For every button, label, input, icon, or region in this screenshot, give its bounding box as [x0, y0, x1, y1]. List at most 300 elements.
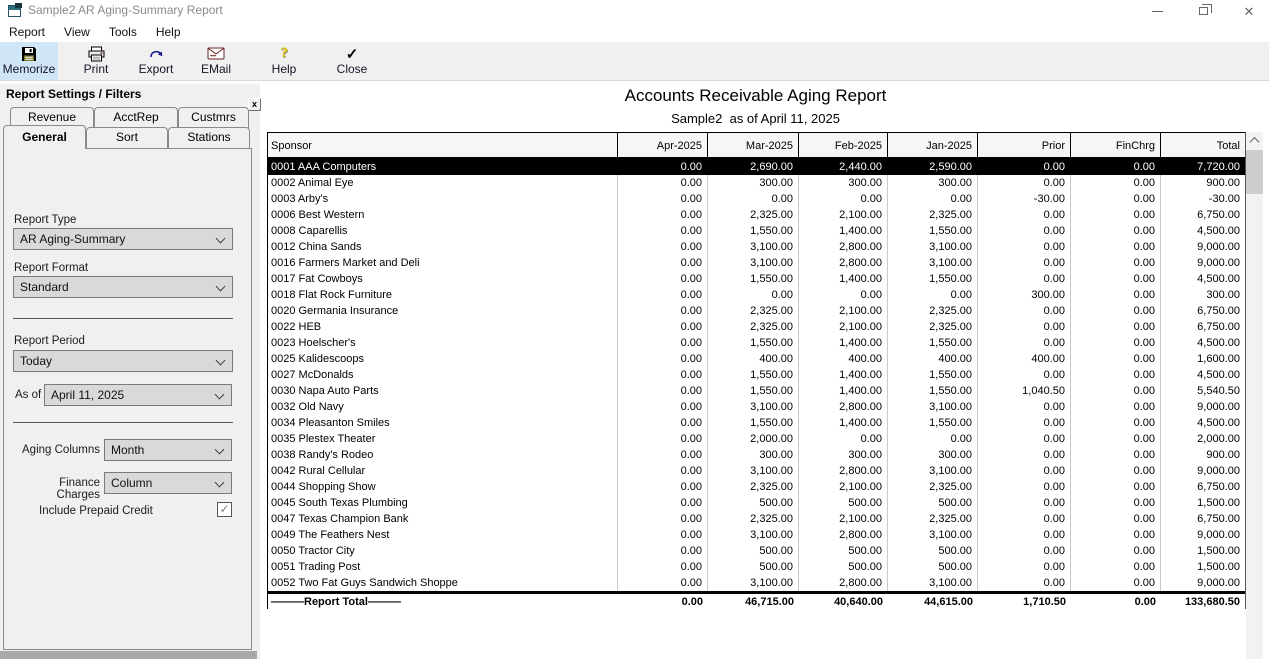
amount-cell: 0.00: [618, 223, 708, 239]
table-row[interactable]: [268, 575, 1245, 591]
amount-cell: 900.00: [1206, 177, 1240, 189]
amount-cell: 1,400.00: [799, 367, 888, 383]
tab-acctrep[interactable]: AcctRep: [94, 107, 178, 128]
amount-cell: 0.00: [978, 415, 1071, 431]
amount-cell: 0.00: [618, 399, 708, 415]
report-type-dropdown[interactable]: [13, 228, 233, 250]
sponsor-cell: 0025 Kalidescoops: [268, 351, 618, 367]
toolbar: [0, 42, 1269, 81]
report-total-label: ———Report Total———: [271, 596, 401, 608]
amount-cell: 2,800.00: [799, 463, 888, 479]
report-period-value: Today: [20, 354, 53, 368]
amount-cell: 1,550.00: [708, 367, 799, 383]
print-label: Print: [83, 62, 109, 76]
amount-cell: 2,325.00: [888, 319, 978, 335]
report-total-row: [268, 591, 1245, 609]
amount-cell: 2,325.00: [888, 479, 978, 495]
amount-cell: 0.00: [618, 271, 708, 287]
table-row[interactable]: [268, 223, 1245, 239]
main-area: [0, 84, 1269, 659]
amount-cell: -30.00: [1208, 193, 1240, 205]
separator: [13, 422, 233, 423]
amount-cell: 3,100.00: [888, 463, 978, 479]
amount-cell: 1,500.00: [1197, 497, 1240, 509]
amount-cell: 1,400.00: [799, 223, 888, 239]
table-row[interactable]: [268, 511, 1245, 527]
amount-cell: 9,000.00: [1197, 401, 1240, 413]
amount-cell: 4,500.00: [1197, 337, 1240, 349]
total-jan: 44,615.00: [924, 596, 973, 608]
amount-cell: 0.00: [618, 495, 708, 511]
export-label: Export: [138, 62, 174, 76]
amount-cell: 0.00: [618, 255, 708, 271]
question-mark-icon: ?: [280, 45, 288, 61]
amount-cell: 0.00: [1071, 447, 1161, 463]
amount-cell: 4,500.00: [1197, 225, 1240, 237]
amount-cell: 3,100.00: [708, 527, 799, 543]
amount-cell: 2,325.00: [708, 319, 799, 335]
amount-cell: 0.00: [1071, 431, 1161, 447]
amount-cell: 4,500.00: [1197, 369, 1240, 381]
sponsor-cell: 0047 Texas Champion Bank: [268, 511, 618, 527]
table-row[interactable]: [268, 463, 1245, 479]
amount-cell: 0.00: [978, 239, 1071, 255]
amount-cell: 0.00: [978, 463, 1071, 479]
table-row[interactable]: [268, 287, 1245, 303]
amount-cell: 500.00: [708, 543, 799, 559]
amount-cell: 1,550.00: [708, 223, 799, 239]
as-of-date-value: April 11, 2025: [51, 388, 125, 402]
amount-cell: 0.00: [618, 559, 708, 575]
sponsor-cell: 0049 The Feathers Nest: [268, 527, 618, 543]
table-row[interactable]: [268, 479, 1245, 495]
amount-cell: 0.00: [978, 479, 1071, 495]
report-settings-panel: [0, 84, 260, 659]
total-mar: 46,715.00: [745, 596, 794, 608]
minimize-icon[interactable]: [1142, 0, 1172, 22]
amount-cell: 0.00: [799, 431, 888, 447]
amount-cell: 0.00: [618, 239, 708, 255]
table-row[interactable]: [268, 255, 1245, 271]
include-prepaid-credit-label: Include Prepaid Credit: [39, 505, 153, 517]
amount-cell: 0.00: [1071, 175, 1161, 191]
amount-cell: 1,550.00: [888, 415, 978, 431]
chevron-down-icon: [216, 356, 226, 366]
report-type-label: Report Type: [14, 214, 77, 226]
amount-cell: 9,000.00: [1197, 241, 1240, 253]
sponsor-cell: 0034 Pleasanton Smiles: [268, 415, 618, 431]
table-row[interactable]: [268, 415, 1245, 431]
menu-bar: [0, 22, 1269, 42]
amount-cell: 5,540.50: [1197, 385, 1240, 397]
amount-cell: 500.00: [888, 543, 978, 559]
amount-cell: 2,800.00: [799, 575, 888, 591]
amount-cell: 0.00: [618, 575, 708, 591]
amount-cell: 1,550.00: [888, 335, 978, 351]
print-button[interactable]: [69, 42, 123, 80]
amount-cell: 0.00: [1071, 367, 1161, 383]
amount-cell: 300.00: [1206, 289, 1240, 301]
amount-cell: 3,100.00: [708, 255, 799, 271]
amount-cell: 0.00: [618, 463, 708, 479]
amount-cell: 3,100.00: [708, 575, 799, 591]
amount-cell: 1,550.00: [888, 367, 978, 383]
amount-cell: 2,690.00: [708, 159, 799, 175]
sponsor-cell: 0030 Napa Auto Parts: [268, 383, 618, 399]
tab-general[interactable]: General: [3, 125, 86, 149]
sponsor-cell: 0006 Best Western: [268, 207, 618, 223]
chevron-down-icon: [215, 478, 225, 488]
amount-cell: 3,100.00: [888, 575, 978, 591]
amount-cell: 0.00: [978, 527, 1071, 543]
memorize-button[interactable]: [0, 42, 58, 80]
amount-cell: 0.00: [1071, 399, 1161, 415]
amount-cell: 0.00: [1071, 239, 1161, 255]
amount-cell: 300.00: [888, 447, 978, 463]
sponsor-cell: 0052 Two Fat Guys Sandwich Shoppe: [268, 575, 618, 591]
tab-revenue[interactable]: Revenue: [10, 107, 94, 128]
close-label: Close: [336, 62, 368, 76]
sponsor-cell: 0018 Flat Rock Furniture: [268, 287, 618, 303]
amount-cell: 300.00: [799, 447, 888, 463]
chevron-down-icon: [215, 445, 225, 455]
amount-cell: 0.00: [1071, 319, 1161, 335]
amount-cell: 7,720.00: [1197, 161, 1240, 173]
amount-cell: 1,040.50: [978, 383, 1071, 399]
menu-view[interactable]: View: [64, 25, 90, 39]
amount-cell: 0.00: [1071, 351, 1161, 367]
amount-cell: 3,100.00: [708, 463, 799, 479]
email-label: EMail: [200, 62, 231, 76]
close-window-icon[interactable]: ✕: [1243, 3, 1255, 19]
amount-cell: 0.00: [978, 431, 1071, 447]
amount-cell: 1,600.00: [1197, 353, 1240, 365]
amount-cell: 2,100.00: [799, 511, 888, 527]
amount-cell: 3,100.00: [708, 399, 799, 415]
scroll-up-icon[interactable]: [1246, 132, 1263, 149]
amount-cell: 1,400.00: [799, 383, 888, 399]
amount-cell: 0.00: [799, 287, 888, 303]
amount-cell: 0.00: [1071, 463, 1161, 479]
chevron-down-icon: [215, 390, 225, 400]
amount-cell: 1,550.00: [708, 271, 799, 287]
report-title: Accounts Receivable Aging Report: [624, 86, 887, 105]
amount-cell: 0.00: [978, 223, 1071, 239]
amount-cell: 2,325.00: [708, 207, 799, 223]
sponsor-cell: 0017 Fat Cowboys: [268, 271, 618, 287]
amount-cell: 2,000.00: [708, 431, 799, 447]
help-button[interactable]: [257, 42, 311, 80]
scrollbar-thumb[interactable]: [1246, 150, 1263, 194]
amount-cell: 300.00: [978, 287, 1071, 303]
finance-charges-label: Finance Charges: [56, 477, 100, 501]
amount-cell: 400.00: [708, 351, 799, 367]
amount-cell: 0.00: [618, 447, 708, 463]
tab-sort[interactable]: Sort: [86, 127, 168, 148]
aging-columns-label: Aging Columns: [22, 444, 100, 456]
app-icon: [8, 5, 21, 17]
table-body: [268, 159, 1245, 591]
amount-cell: 2,800.00: [799, 527, 888, 543]
report-format-value: Standard: [20, 280, 69, 294]
amount-cell: 2,325.00: [888, 207, 978, 223]
amount-cell: 400.00: [978, 351, 1071, 367]
amount-cell: 300.00: [888, 175, 978, 191]
amount-cell: 500.00: [799, 495, 888, 511]
aging-columns-value: Month: [111, 443, 145, 457]
separator: [13, 318, 233, 319]
table-row[interactable]: [268, 559, 1245, 575]
amount-cell: 0.00: [618, 383, 708, 399]
menu-tools[interactable]: Tools: [108, 25, 137, 39]
amount-cell: 1,400.00: [799, 415, 888, 431]
sponsor-cell: 0022 HEB: [268, 319, 618, 335]
amount-cell: 2,325.00: [708, 479, 799, 495]
amount-cell: 0.00: [978, 303, 1071, 319]
amount-cell: 6,750.00: [1197, 513, 1240, 525]
amount-cell: 2,800.00: [799, 255, 888, 271]
amount-cell: 9,000.00: [1197, 529, 1240, 541]
amount-cell: 1,550.00: [888, 223, 978, 239]
include-prepaid-credit-checkbox[interactable]: ✓: [217, 502, 232, 517]
amount-cell: 0.00: [618, 367, 708, 383]
amount-cell: 0.00: [978, 335, 1071, 351]
table-row[interactable]: [268, 399, 1245, 415]
table-row[interactable]: [268, 159, 1245, 175]
finance-charges-dropdown[interactable]: [104, 472, 232, 494]
report-area: [265, 84, 1269, 659]
amount-cell: 0.00: [1071, 223, 1161, 239]
table-row[interactable]: [268, 191, 1245, 207]
amount-cell: 0.00: [888, 191, 978, 207]
amount-cell: 1,550.00: [708, 383, 799, 399]
table-row[interactable]: [268, 431, 1245, 447]
restore-icon[interactable]: [1188, 0, 1218, 22]
amount-cell: 0.00: [618, 431, 708, 447]
amount-cell: 0.00: [1071, 575, 1161, 591]
export-arrow-icon: [127, 42, 185, 62]
sponsor-cell: 0002 Animal Eye: [268, 175, 618, 191]
settings-panel-title: Report Settings / Filters: [6, 87, 142, 101]
amount-cell: 0.00: [618, 175, 708, 191]
report-table: [267, 132, 1246, 609]
column-header-feb: Feb-2025: [799, 133, 888, 157]
export-button[interactable]: [127, 42, 185, 80]
amount-cell: 0.00: [618, 415, 708, 431]
amount-cell: 300.00: [708, 175, 799, 191]
sponsor-cell: 0032 Old Navy: [268, 399, 618, 415]
amount-cell: 0.00: [618, 511, 708, 527]
amount-cell: 2,800.00: [799, 239, 888, 255]
table-row[interactable]: [268, 303, 1245, 319]
amount-cell: 1,500.00: [1197, 545, 1240, 557]
amount-cell: 0.00: [978, 399, 1071, 415]
amount-cell: 0.00: [978, 255, 1071, 271]
checkmark-icon: ✓: [345, 45, 359, 63]
amount-cell: 0.00: [978, 575, 1071, 591]
help-label: Help: [271, 62, 297, 76]
sponsor-cell: 0012 China Sands: [268, 239, 618, 255]
aging-columns-dropdown[interactable]: [104, 439, 232, 461]
table-row[interactable]: [268, 319, 1245, 335]
amount-cell: 2,100.00: [799, 207, 888, 223]
amount-cell: 0.00: [618, 479, 708, 495]
amount-cell: 0.00: [708, 287, 799, 303]
vertical-scrollbar[interactable]: [1246, 132, 1263, 659]
amount-cell: 2,325.00: [708, 511, 799, 527]
total-prior: 1,710.50: [1023, 596, 1066, 608]
sponsor-cell: 0042 Rural Cellular: [268, 463, 618, 479]
amount-cell: 0.00: [978, 319, 1071, 335]
sponsor-cell: 0020 Germania Insurance: [268, 303, 618, 319]
table-row[interactable]: [268, 351, 1245, 367]
tab-stations[interactable]: Stations: [168, 127, 250, 148]
amount-cell: 3,100.00: [888, 239, 978, 255]
table-row[interactable]: [268, 175, 1245, 191]
amount-cell: 0.00: [978, 559, 1071, 575]
email-button[interactable]: [188, 42, 244, 80]
amount-cell: 0.00: [618, 287, 708, 303]
table-row[interactable]: [268, 271, 1245, 287]
amount-cell: 0.00: [1071, 271, 1161, 287]
amount-cell: 0.00: [1071, 543, 1161, 559]
amount-cell: 0.00: [1071, 479, 1161, 495]
report-period-dropdown[interactable]: [13, 350, 233, 372]
amount-cell: 6,750.00: [1197, 321, 1240, 333]
amount-cell: 0.00: [618, 207, 708, 223]
sponsor-cell: 0038 Randy's Rodeo: [268, 447, 618, 463]
amount-cell: 0.00: [618, 159, 708, 175]
amount-cell: 2,440.00: [799, 159, 888, 175]
amount-cell: 0.00: [1071, 159, 1161, 175]
sponsor-cell: 0003 Arby's: [268, 191, 618, 207]
chevron-down-icon: [216, 282, 226, 292]
tab-custmrs[interactable]: Custmrs: [178, 107, 249, 128]
table-row[interactable]: [268, 527, 1245, 543]
amount-cell: 0.00: [888, 287, 978, 303]
finance-charges-value: Column: [111, 476, 153, 490]
amount-cell: 0.00: [978, 175, 1071, 191]
amount-cell: 3,100.00: [888, 527, 978, 543]
amount-cell: 0.00: [799, 191, 888, 207]
sponsor-cell: 0044 Shopping Show: [268, 479, 618, 495]
amount-cell: 9,000.00: [1197, 257, 1240, 269]
table-row[interactable]: [268, 495, 1245, 511]
sponsor-cell: 0045 South Texas Plumbing: [268, 495, 618, 511]
close-report-button[interactable]: [323, 42, 381, 80]
table-header-row: [268, 132, 1245, 159]
total-finchrg: 0.00: [1134, 596, 1156, 608]
amount-cell: 0.00: [1071, 335, 1161, 351]
as-of-date-dropdown[interactable]: [44, 384, 232, 406]
sponsor-cell: 0027 McDonalds: [268, 367, 618, 383]
sponsor-cell: 0035 Plestex Theater: [268, 431, 618, 447]
memorize-label: Memorize: [2, 62, 56, 76]
printer-icon: [69, 42, 123, 62]
amount-cell: 3,100.00: [888, 255, 978, 271]
table-row[interactable]: [268, 207, 1245, 223]
table-row[interactable]: [268, 543, 1245, 559]
amount-cell: 500.00: [708, 559, 799, 575]
table-row[interactable]: [268, 383, 1245, 399]
total-apr: 0.00: [681, 596, 703, 608]
amount-cell: 300.00: [799, 175, 888, 191]
amount-cell: 0.00: [618, 335, 708, 351]
amount-cell: 500.00: [708, 495, 799, 511]
amount-cell: 4,500.00: [1197, 417, 1240, 429]
amount-cell: 500.00: [888, 559, 978, 575]
amount-cell: 0.00: [1071, 511, 1161, 527]
table-row[interactable]: [268, 447, 1245, 463]
amount-cell: 1,400.00: [799, 271, 888, 287]
amount-cell: 2,100.00: [799, 479, 888, 495]
column-header-apr: Apr-2025: [618, 133, 708, 157]
amount-cell: 0.00: [618, 543, 708, 559]
amount-cell: 400.00: [888, 351, 978, 367]
sponsor-cell: 0001 AAA Computers: [268, 159, 618, 175]
amount-cell: 2,590.00: [888, 159, 978, 175]
amount-cell: 0.00: [1071, 287, 1161, 303]
amount-cell: 1,550.00: [708, 415, 799, 431]
amount-cell: 500.00: [799, 543, 888, 559]
amount-cell: 3,100.00: [888, 399, 978, 415]
amount-cell: 0.00: [1071, 207, 1161, 223]
amount-cell: 3,100.00: [708, 239, 799, 255]
amount-cell: 0.00: [978, 367, 1071, 383]
amount-cell: 9,000.00: [1197, 465, 1240, 477]
amount-cell: 2,100.00: [799, 319, 888, 335]
amount-cell: 1,500.00: [1197, 561, 1240, 573]
total-total: 133,680.50: [1184, 596, 1240, 608]
amount-cell: 6,750.00: [1197, 209, 1240, 221]
amount-cell: 0.00: [978, 207, 1071, 223]
amount-cell: 0.00: [618, 527, 708, 543]
amount-cell: 2,325.00: [888, 511, 978, 527]
amount-cell: 0.00: [978, 495, 1071, 511]
column-header-finchrg: FinChrg: [1071, 133, 1161, 157]
amount-cell: 300.00: [708, 447, 799, 463]
chevron-down-icon: [216, 234, 226, 244]
table-row[interactable]: [268, 367, 1245, 383]
report-subtitle: Sample2 as of April 11, 2025: [671, 111, 840, 126]
amount-cell: 0.00: [1071, 255, 1161, 271]
menu-help[interactable]: Help: [155, 25, 181, 39]
floppy-disk-icon: [0, 42, 58, 62]
amount-cell: 2,325.00: [708, 303, 799, 319]
table-row[interactable]: [268, 335, 1245, 351]
amount-cell: 400.00: [799, 351, 888, 367]
amount-cell: 0.00: [708, 191, 799, 207]
amount-cell: 1,400.00: [799, 335, 888, 351]
amount-cell: 0.00: [1071, 383, 1161, 399]
amount-cell: -30.00: [978, 191, 1071, 207]
amount-cell: 1,550.00: [888, 383, 978, 399]
menu-report[interactable]: Report: [9, 25, 46, 39]
amount-cell: 0.00: [618, 319, 708, 335]
report-format-dropdown[interactable]: [13, 276, 233, 298]
panel-close-icon[interactable]: x: [248, 98, 261, 111]
amount-cell: 0.00: [1071, 303, 1161, 319]
amount-cell: 0.00: [978, 159, 1071, 175]
amount-cell: 0.00: [618, 191, 708, 207]
column-header-mar: Mar-2025: [708, 133, 799, 157]
table-row[interactable]: [268, 239, 1245, 255]
sponsor-cell: 0023 Hoelscher's: [268, 335, 618, 351]
panel-bottom-edge: [0, 651, 257, 659]
amount-cell: 4,500.00: [1197, 273, 1240, 285]
sponsor-cell: 0051 Trading Post: [268, 559, 618, 575]
column-header-prior: Prior: [978, 133, 1071, 157]
